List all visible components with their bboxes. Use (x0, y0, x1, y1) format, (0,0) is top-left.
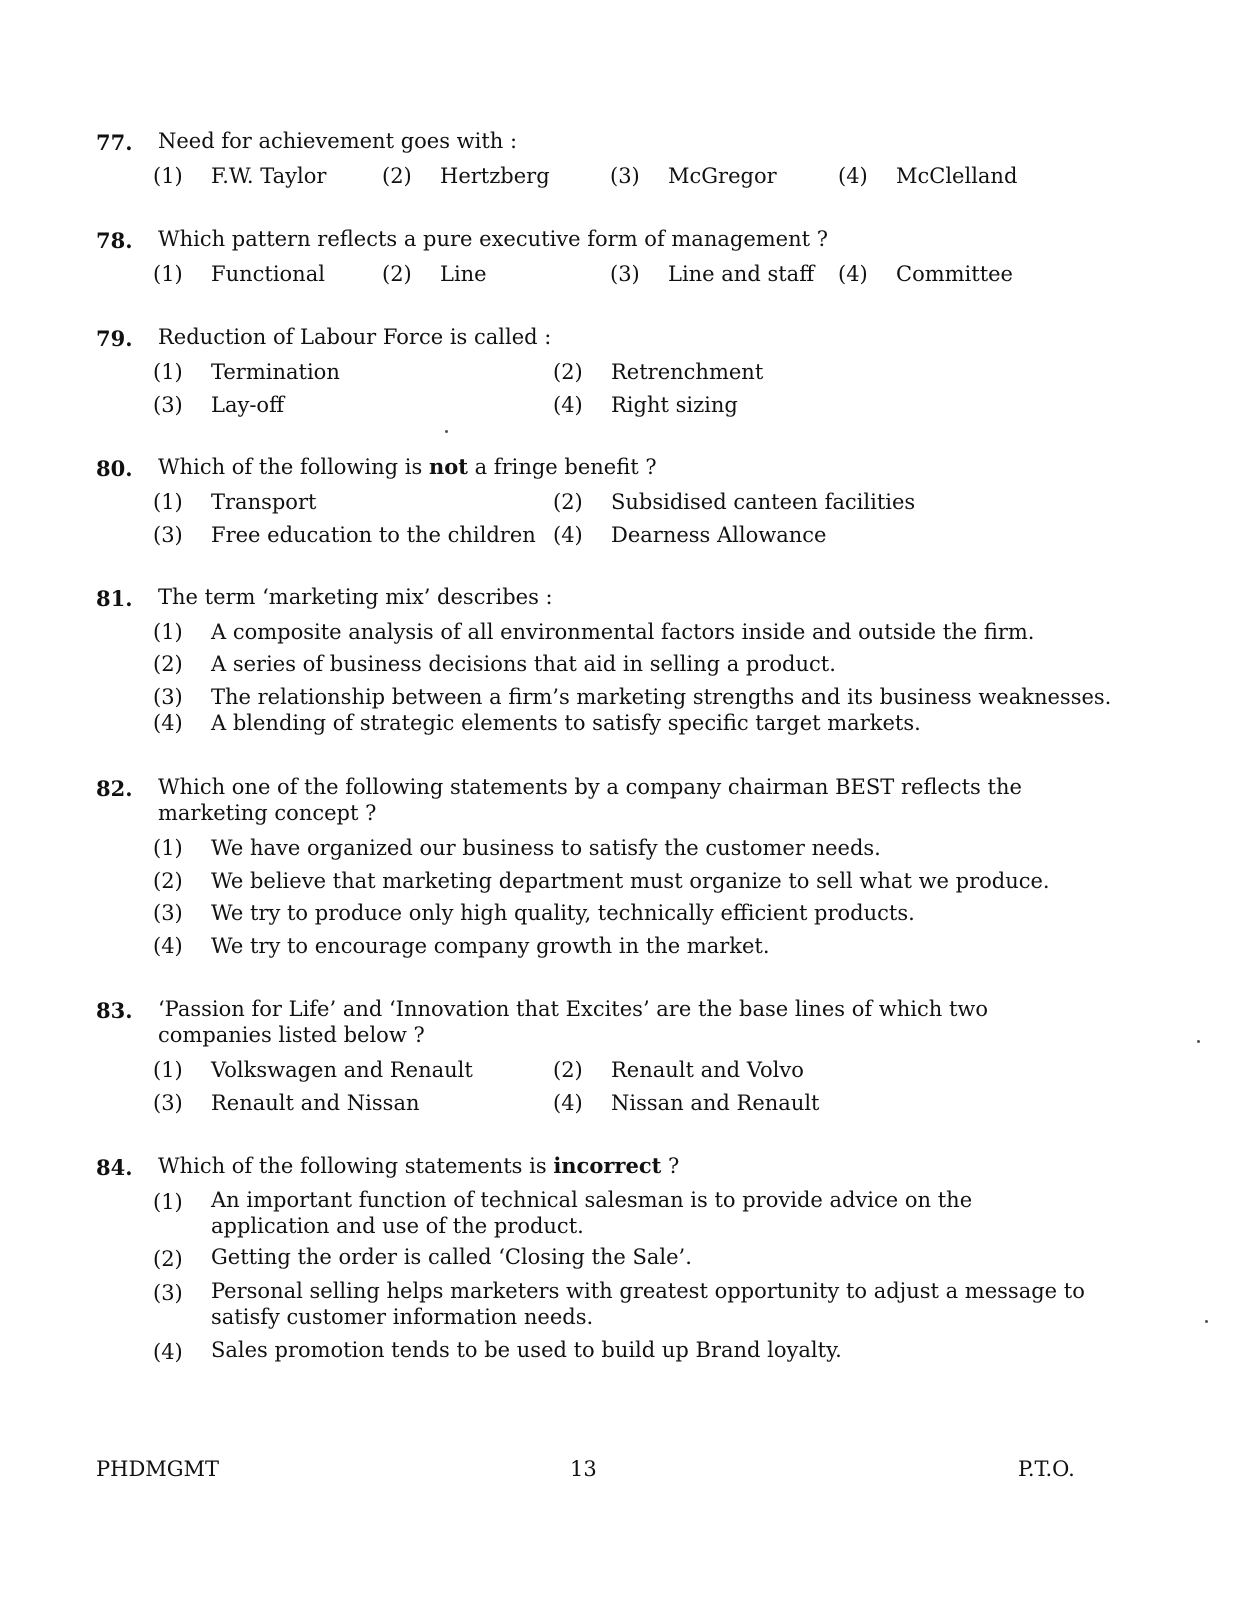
option-text: Volkswagen and Renault (211, 1058, 473, 1082)
scan-speck (1205, 1320, 1208, 1323)
option-number: (1) (153, 262, 183, 286)
question-text-pre: Which of the following is (158, 455, 429, 479)
option-number: (1) (153, 360, 183, 384)
option-number: (2) (153, 1247, 183, 1271)
scan-speck (445, 430, 448, 433)
question-text: Which one of the following statements by a company chairman BEST reflects the marketing concept ? (158, 775, 1022, 825)
option-text: We try to encourage company growth in the market. (211, 934, 770, 958)
option-text: Functional (211, 262, 325, 286)
question-text-post: ? (661, 1154, 680, 1178)
option-text: Lay-off (211, 393, 284, 417)
option-number: (2) (382, 164, 412, 188)
question-text: Need for achievement goes with : (158, 129, 518, 153)
option-text: Line and staff (668, 262, 815, 286)
option-text: Retrenchment (611, 360, 764, 384)
option-number: (2) (153, 652, 183, 676)
question-number: 79. (96, 326, 133, 351)
option-number: (1) (153, 490, 183, 514)
option-text: Line (440, 262, 487, 286)
option-number: (4) (153, 711, 183, 735)
option-number: (4) (553, 1091, 583, 1115)
option-number: (3) (153, 1281, 183, 1305)
option-text: Committee (896, 262, 1013, 286)
question-text: Reduction of Labour Force is called : (158, 325, 552, 349)
question-text: Which pattern reflects a pure executive form of management ? (158, 227, 828, 251)
option-text: Free education to the children (211, 523, 536, 547)
option-text: We have organized our business to satisfy the customer needs. (211, 836, 881, 860)
option-text: Hertzberg (440, 164, 550, 188)
question-text-post: a fringe benefit ? (467, 455, 657, 479)
question-number: 81. (96, 586, 133, 611)
question-number: 84. (96, 1155, 133, 1180)
option-text: We believe that marketing department must organize to sell what we produce. (211, 869, 1050, 893)
paper-code: PHDMGMT (96, 1457, 220, 1481)
question-number: 80. (96, 456, 133, 481)
question-text: ‘Passion for Life’ and ‘Innovation that Excites’ are the base lines of which two companies listed below ? (158, 997, 989, 1047)
option-text: Subsidised canteen facilities (611, 490, 916, 514)
question-text-emphasis: incorrect (553, 1153, 662, 1178)
question-text (158, 454, 1098, 480)
option-text: Renault and Volvo (611, 1058, 804, 1082)
option-number: (3) (610, 164, 640, 188)
option-number: (2) (153, 869, 183, 893)
option-text: An important function of technical salesman is to provide advice on the application and use of the product. (211, 1188, 973, 1238)
option-number: (2) (553, 1058, 583, 1082)
question-number: 78. (96, 228, 133, 253)
option-number: (1) (153, 1190, 183, 1214)
option-text: Personal selling helps marketers with greatest opportunity to adjust a message to satisfy customer information needs. (211, 1279, 1085, 1329)
option-number: (2) (382, 262, 412, 286)
option-text: We try to produce only high quality, technically efficient products. (211, 901, 915, 925)
option-number: (3) (153, 685, 183, 709)
scan-speck (1197, 1040, 1200, 1043)
question-text: The term ‘marketing mix’ describes : (158, 585, 553, 609)
option-number: (4) (838, 262, 868, 286)
option-number: (1) (153, 620, 183, 644)
option-number: (1) (153, 164, 183, 188)
option-number: (3) (153, 393, 183, 417)
option-number: (3) (153, 1091, 183, 1115)
option-number: (4) (553, 393, 583, 417)
option-text: Termination (211, 360, 340, 384)
option-number: (4) (553, 523, 583, 547)
option-text: A composite analysis of all environmental factors inside and outside the firm. (211, 620, 1035, 644)
question-text-pre: Which of the following statements is (158, 1154, 554, 1178)
option-text: Nissan and Renault (611, 1091, 820, 1115)
question-number: 77. (96, 130, 133, 155)
option-text: The relationship between a firm’s marketing strengths and its business weaknesses. (211, 685, 1112, 709)
option-number: (3) (153, 523, 183, 547)
option-number: (4) (838, 164, 868, 188)
question-number: 82. (96, 776, 133, 801)
option-number: (2) (553, 490, 583, 514)
option-number: (4) (153, 934, 183, 958)
option-text: Dearness Allowance (611, 523, 827, 547)
option-number: (3) (610, 262, 640, 286)
option-text: Sales promotion tends to be used to build up Brand loyalty. (211, 1338, 842, 1362)
option-text: McClelland (896, 164, 1018, 188)
option-text: McGregor (668, 164, 777, 188)
option-number: (1) (153, 1058, 183, 1082)
page-number: 13 (570, 1457, 597, 1481)
option-number: (1) (153, 836, 183, 860)
option-number: (3) (153, 901, 183, 925)
question-text (158, 1153, 1098, 1179)
option-text: A series of business decisions that aid in selling a product. (211, 652, 836, 676)
page-turn-note: P.T.O. (1018, 1457, 1075, 1481)
option-text: Getting the order is called ‘Closing the Sale’. (211, 1245, 692, 1269)
option-text: Right sizing (611, 393, 738, 417)
option-text: Transport (211, 490, 317, 514)
option-number: (4) (153, 1340, 183, 1364)
option-number: (2) (553, 360, 583, 384)
option-text: Renault and Nissan (211, 1091, 420, 1115)
question-number: 83. (96, 998, 133, 1023)
option-text: A blending of strategic elements to satisfy specific target markets. (211, 711, 921, 735)
option-text: F.W. Taylor (211, 164, 327, 188)
question-text-emphasis: not (428, 454, 468, 479)
